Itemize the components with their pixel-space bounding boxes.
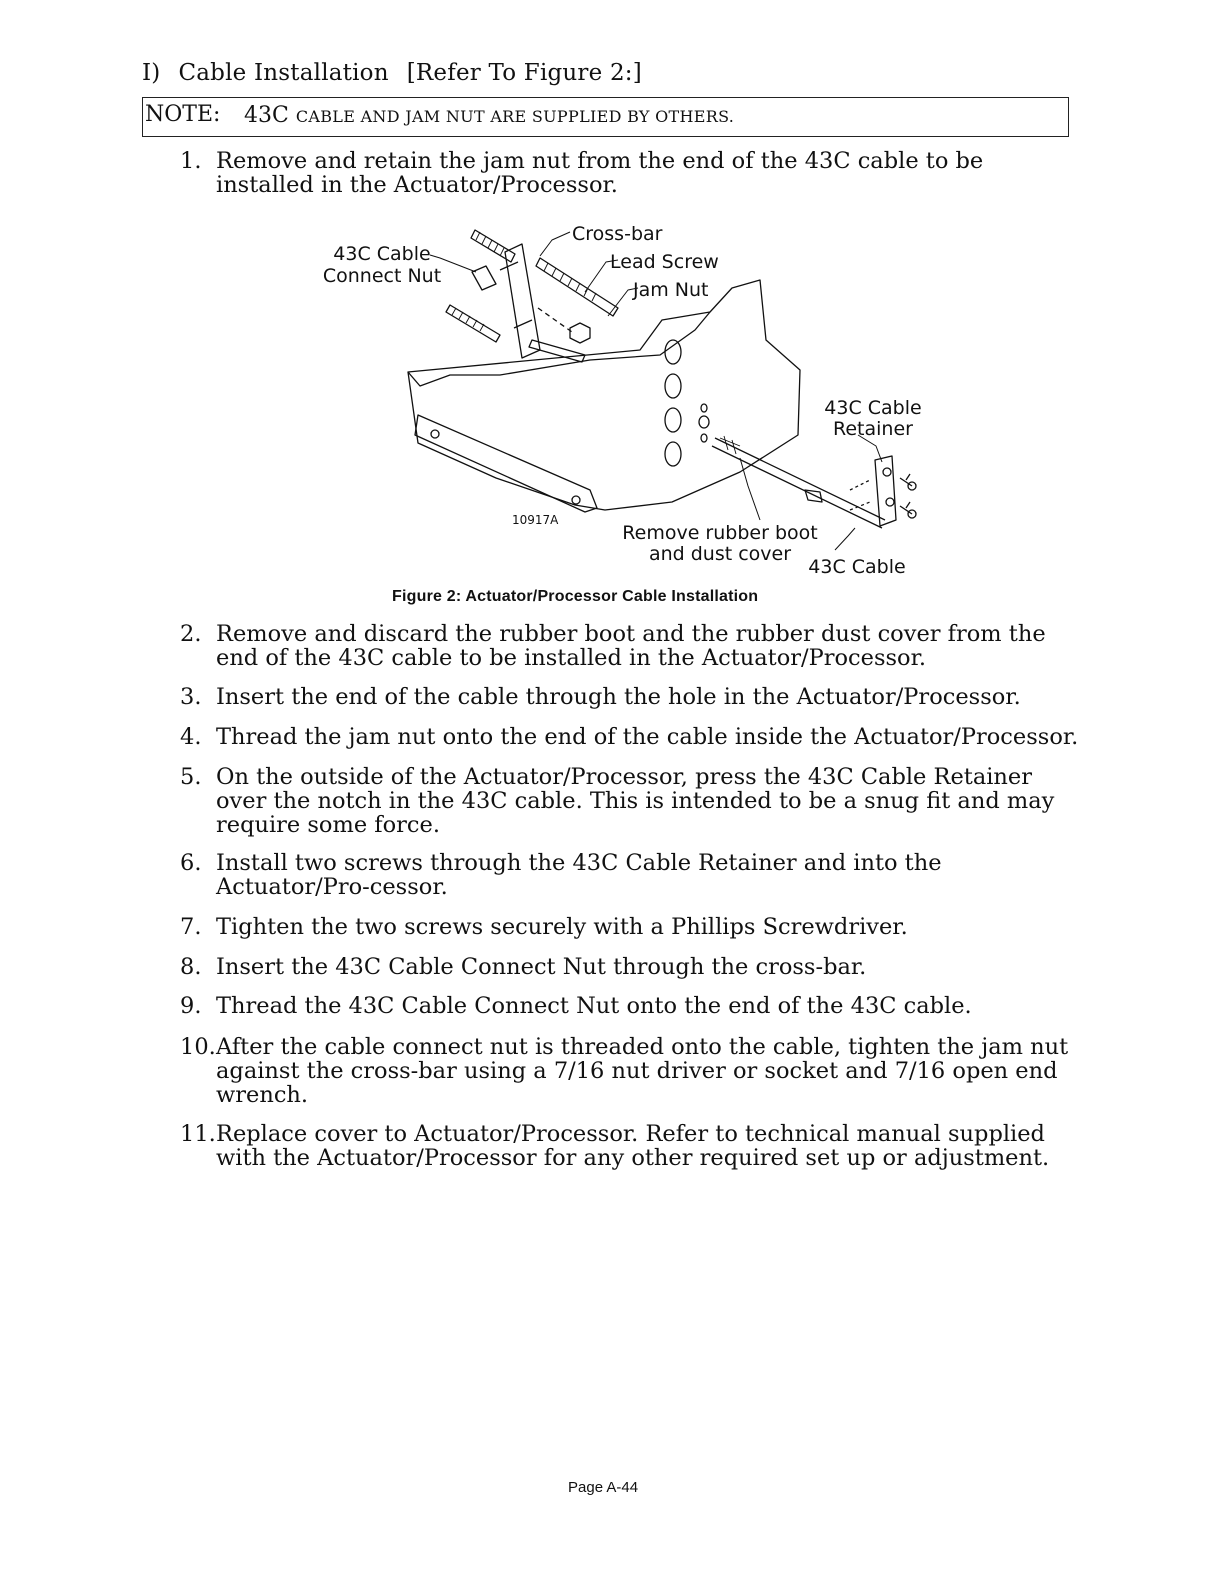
note-box [142, 97, 1069, 137]
step-text: Tighten the two screws securely with a Phillips Screwdriver. [216, 914, 908, 940]
side-hole [665, 374, 681, 398]
lead-screw-upper-left [471, 230, 515, 262]
label-remove-line2: and dust cover [648, 543, 792, 565]
label-jam-nut: Jam Nut [633, 279, 709, 301]
step-text: After the cable connect nut is threaded onto the cable, tighten the jam nut against the cross-bar using a 7/16 nut driver or socket and 7/16 open end wrench. [216, 1034, 1069, 1108]
section-number: I) [142, 60, 161, 86]
screw-paths [850, 480, 870, 510]
step-text: Thread the jam nut onto the end of the cable inside the Actuator/Processor. [216, 724, 1079, 750]
label-retainer-line2: Retainer [833, 418, 913, 440]
note-lead: 43C [244, 103, 289, 128]
flange-hole [572, 496, 580, 504]
jam-nut [570, 323, 590, 343]
step-number: 9. [180, 993, 202, 1019]
step-number: 2. [180, 621, 202, 647]
step-number: 1. [180, 148, 202, 174]
page-number: Page A-44 [568, 1479, 639, 1496]
label-remove-line1: Remove rubber boot [622, 522, 818, 544]
label-retainer-line1: 43C Cable [824, 397, 922, 419]
step-text: Install two screws through the 43C Cable Retainer and into the Actuator/Pro-cessor. [216, 850, 942, 900]
step-1 [180, 149, 1080, 197]
step-3 [180, 685, 1080, 709]
note-text [244, 103, 734, 128]
step-text: On the outside of the Actuator/Processor, press the 43C Cable Retainer over the notch in the 43C cable. This is intended to be a snug fit and may require some force. [216, 764, 1055, 838]
step-2 [180, 622, 1080, 670]
retainer-screw [900, 474, 912, 486]
note-body: CABLE AND JAM NUT ARE SUPPLIED BY OTHERS. [295, 107, 735, 126]
bottom-flange [415, 415, 597, 512]
side-hole [665, 442, 681, 466]
step-4 [180, 725, 1080, 749]
label-crossbar: Cross-bar [572, 223, 663, 245]
small-hole [699, 416, 709, 428]
step-number: 11. [180, 1121, 216, 1147]
label-cable: 43C Cable [808, 556, 906, 578]
step-11 [180, 1122, 1080, 1170]
step-number: 8. [180, 954, 202, 980]
step-number: 7. [180, 914, 202, 940]
step-text: Insert the end of the cable through the hole in the Actuator/Processor. [216, 684, 1021, 710]
step-number: 5. [180, 764, 202, 790]
lead-screw-upper-right [536, 258, 618, 316]
small-hole [701, 404, 707, 412]
flange-hole [431, 430, 439, 438]
step-text: Insert the 43C Cable Connect Nut through the cross-bar. [216, 954, 867, 980]
retainer-hole [886, 498, 894, 506]
step-text: Remove and discard the rubber boot and the rubber dust cover from the end of the 43C cable to be installed in the Actuator/Processor. [216, 621, 1046, 671]
step-9 [180, 994, 1080, 1018]
label-connect-nut-line1: 43C Cable [333, 243, 431, 265]
step-10 [180, 1035, 1080, 1107]
small-hole [701, 434, 707, 442]
label-connect-nut-line2: Connect Nut [322, 265, 442, 287]
step-number: 6. [180, 850, 202, 876]
connect-nut [472, 266, 496, 290]
side-hole [665, 408, 681, 432]
step-text: Remove and retain the jam nut from the end of the 43C cable to be installed in the Actuator/Processor. [216, 148, 984, 198]
retainer-hole [883, 468, 891, 476]
step-text: Thread the 43C Cable Connect Nut onto the end of the 43C cable. [216, 993, 972, 1019]
figure-2-diagram [300, 210, 940, 585]
step-5 [180, 765, 1080, 837]
screw-threads [452, 232, 596, 331]
cable [712, 438, 885, 528]
label-lead-screw: Lead Screw [610, 251, 719, 273]
step-number: 3. [180, 684, 202, 710]
section-heading [142, 60, 642, 86]
retainer-screw [900, 502, 912, 514]
section-title: Cable Installation [178, 60, 389, 86]
step-7 [180, 915, 1080, 939]
step-number: 4. [180, 724, 202, 750]
figure-caption: Figure 2: Actuator/Processor Cable Installation [392, 588, 759, 605]
jam-nut-dashed-path [538, 308, 572, 332]
step-text: Replace cover to Actuator/Processor. Refer to technical manual supplied with the Actuator/Processor for any other required set up or adjustment. [216, 1121, 1050, 1171]
step-8 [180, 955, 1080, 979]
cable-retainer [875, 456, 896, 526]
step-6 [180, 851, 1080, 899]
label-drawing-id: 10917A [512, 513, 559, 527]
step-number: 10. [180, 1034, 216, 1060]
side-hole [665, 340, 681, 364]
section-reference: [Refer To Figure 2:] [406, 60, 642, 86]
note-label: NOTE: [145, 102, 221, 127]
